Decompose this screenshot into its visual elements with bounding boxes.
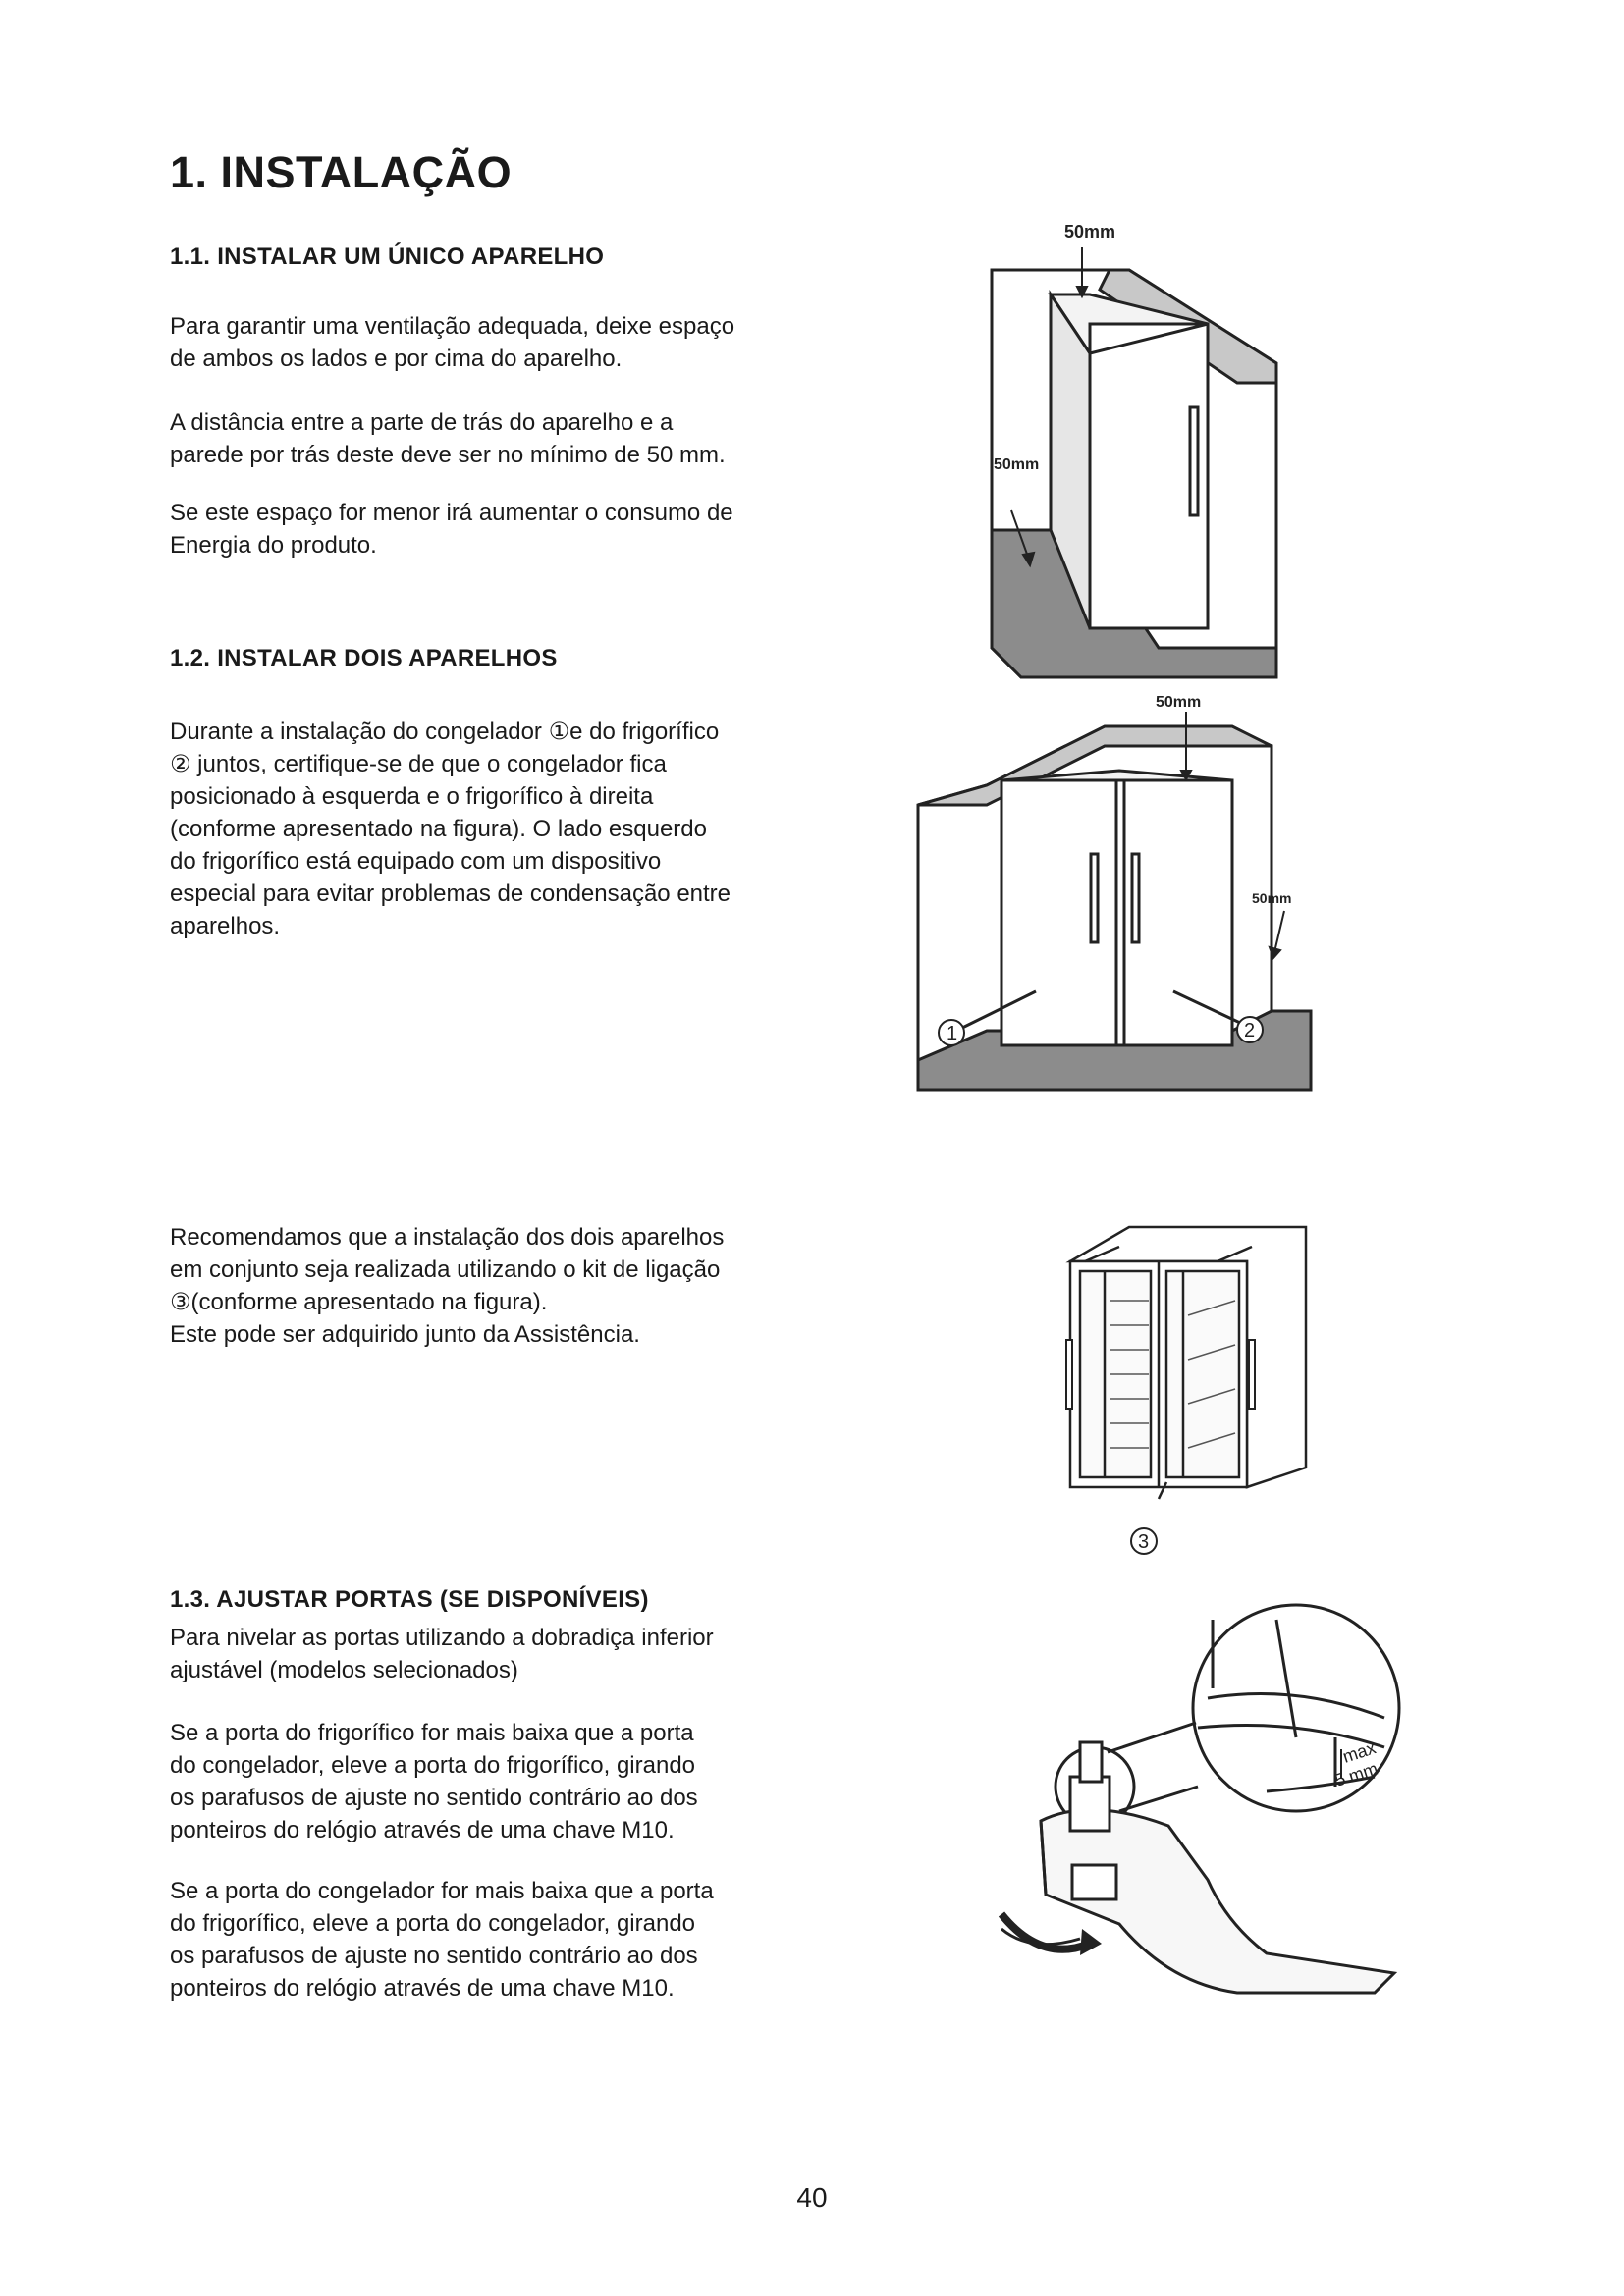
section-1-1-paragraph-2: A distância entre a parte de trás do aparelho e a parede por trás deste deve ser no mínimo de 50 mm.: [170, 409, 726, 468]
section-1-3-paragraph-3: Se a porta do congelador for mais baixa que a porta do frigorífico, eleve a porta do congelador, girando os parafusos de ajuste no sentido contrário ao dos ponteiros do relógio através de uma chave M10.: [170, 1878, 714, 2002]
hinge-adjustment-figure: [972, 1600, 1404, 2002]
max-unit-label: mm: [1346, 1758, 1380, 1787]
fridge-marker: 2: [1244, 1020, 1256, 1041]
page-number: 40: [796, 2182, 828, 2213]
section-1-2-paragraph-2: Recomendamos que a instalação dos dois aparelhos em conjunto seja realizada utilizando o kit de ligação ③(conforme apresentado na figura). Este pode ser adquirido junto da Assistência.: [170, 1224, 725, 1348]
connection-kit-marker: 3: [1138, 1531, 1150, 1553]
section-1-3-paragraph-1: Para nivelar as portas utilizando a dobradiça inferior ajustável (modelos selecionados): [170, 1625, 714, 1683]
section-1-1-paragraph-3: Se este espaço for menor irá aumentar o consumo de Energia do produto.: [170, 500, 733, 559]
section-1-3-heading: 1.3. AJUSTAR PORTAS (SE DISPONÍVEIS): [170, 1586, 649, 1613]
page-title: 1. INSTALAÇÃO: [170, 147, 513, 197]
max-value-label: 5: [1332, 1768, 1348, 1790]
section-1-1-heading: 1.1. INSTALAR UM ÚNICO APARELHO: [170, 243, 605, 270]
section-1-2-paragraph-1: Durante a instalação do congelador ①e do frigorífico ② juntos, certifique-se de que o congelador fica posicionado à esquerda e o frigorífico à direita (conforme apresentado na figura). O lado esquerdo do frigorífico está equipado com um dispositivo especial para evitar problemas de condensação entre aparelhos.: [170, 719, 731, 939]
max-label: max: [1340, 1737, 1379, 1767]
connection-kit-figure: [1060, 1222, 1316, 1566]
side-clearance-label: 50mm: [1252, 890, 1292, 906]
back-clearance-label: 50mm: [994, 456, 1040, 473]
section-1-3-paragraph-2: Se a porta do frigorífico for mais baixa que a porta do congelador, eleve a porta do frigorífico, girando os parafusos de ajuste no sentido contrário ao dos ponteiros do relógio através de uma chave M10.: [170, 1720, 698, 1843]
two-appliances-figure: [908, 687, 1321, 1099]
section-1-1-paragraph-1: Para garantir uma ventilação adequada, deixe espaço de ambos os lados e por cima do aparelho.: [170, 313, 735, 372]
freezer-marker: 1: [947, 1023, 958, 1044]
section-1-2-heading: 1.2. INSTALAR DOIS APARELHOS: [170, 645, 558, 671]
single-appliance-figure: [982, 216, 1296, 687]
top-clearance-label-2: 50mm: [1156, 694, 1202, 711]
top-clearance-label: 50mm: [1064, 222, 1116, 241]
